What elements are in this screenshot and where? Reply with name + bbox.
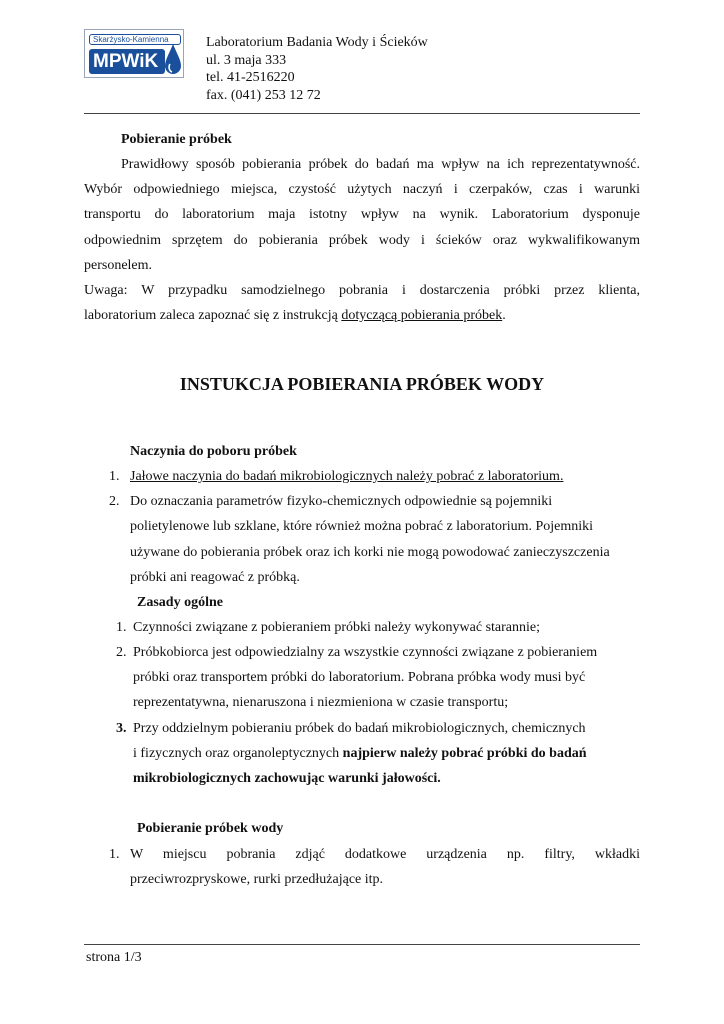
vessels-heading: Naczynia do poboru próbek [130,444,297,459]
lab-street: ul. 3 maja 333 [206,52,287,68]
logo-brand-label: MPWiK [89,49,165,74]
footer-divider [84,944,640,945]
page-number: strona 1/3 [86,950,142,965]
rules-item-2-line-1: Próbkobiorca jest odpowiedzialny za wszystkie czynności związane z pobieraniem [133,645,598,660]
vessels-item-2-line-3: używane do pobierania próbek oraz ich korki nie mogą powodować zanieczyszczenia [130,545,610,560]
mpwik-logo [84,29,184,78]
rules-item-1-number: 1. [116,620,127,635]
rules-item-3-number: 3. [116,721,127,736]
vessels-item-1-text: Jałowe naczynia do badań mikrobiologicznych należy pobrać z laboratorium. [130,469,564,484]
rules-item-3-line-2-emphasis: najpierw należy pobrać próbki do badań [342,746,587,761]
rules-item-2-line-3: reprezentatywna, nienaruszona i niezmieniona w czasie transportu; [133,695,509,710]
note-line-2-end: . [502,308,506,323]
rules-item-3-line-3: mikrobiologicznych zachowując warunki jałowości. [133,771,441,786]
intro-line-1: Prawidłowy sposób pobierania próbek do badań ma wpływ na ich reprezentatywność. [121,157,640,172]
vessels-item-1-number: 1. [109,469,120,484]
note-line-2-text: laboratorium zaleca zapoznać się z instrukcją [84,308,342,323]
intro-line-4: odpowiednim sprzętem do pobierania próbek wody i ścieków oraz wykwalifikowanym [84,233,640,248]
note-line-2 [84,303,506,328]
lab-phone: tel. 41-2516220 [206,70,295,85]
lab-name: Laboratorium Badania Wody i Ścieków [206,35,428,50]
sampling-item-1-line-2: przeciwrozpryskowe, rurki przedłużające itp. [130,872,384,887]
note-line-1: Uwaga: W przypadku samodzielnego pobrania i dostarczenia próbki przez klienta, [84,283,640,298]
rules-heading: Zasady ogólne [137,595,223,610]
logo-city-label: Skarżysko-Kamienna [89,34,181,45]
document-title: INSTUKCJA POBIERANIA PRÓBEK WODY [179,374,545,394]
lab-fax: fax. (041) 253 12 72 [206,87,321,103]
sampling-item-1-number: 1. [109,847,120,862]
water-drop-icon [164,42,182,76]
intro-heading: Pobieranie próbek [121,132,232,147]
intro-line-5: personelem. [84,258,153,273]
sampling-heading: Pobieranie próbek wody [137,821,284,836]
header-divider [84,113,640,114]
vessels-item-2-line-2: polietylenowe lub szklane, które również można pobrać z laboratorium. Pojemniki [130,519,594,534]
rules-item-3-line-2-text: i fizycznych oraz organoleptycznych [133,746,343,761]
intro-line-3: transportu do laboratorium maja istotny wpływ na wynik. Laboratorium dysponuje [84,207,640,222]
sampling-instruction-link[interactable]: dotyczącą pobierania próbek [341,308,503,323]
rules-item-1-text: Czynności związane z pobieraniem próbki należy wykonywać starannie; [133,620,541,635]
vessels-item-2-line-1: Do oznaczania parametrów fizyko-chemicznych odpowiednie są pojemniki [130,494,553,509]
vessels-item-2-line-4: próbki ani reagować z próbką. [130,570,300,585]
lab-address-block [206,34,428,104]
rules-item-3-line-1: Przy oddzielnym pobieraniu próbek do badań mikrobiologicznych, chemicznych [133,721,586,736]
sampling-item-1-line-1: W miejscu pobrania zdjąć dodatkowe urządzenia np. filtry, wkładki [130,847,640,862]
vessels-item-2-number: 2. [109,494,120,509]
intro-line-2: Wybór odpowiedniego miejsca, czystość użytych naczyń i czerpaków, czas i warunki [84,182,640,197]
rules-item-3-line-2 [133,741,587,766]
rules-item-2-number: 2. [116,645,127,660]
rules-item-2-line-2: próbki oraz transportem próbki do laboratorium. Pobrana próbka wody musi być [133,670,586,685]
